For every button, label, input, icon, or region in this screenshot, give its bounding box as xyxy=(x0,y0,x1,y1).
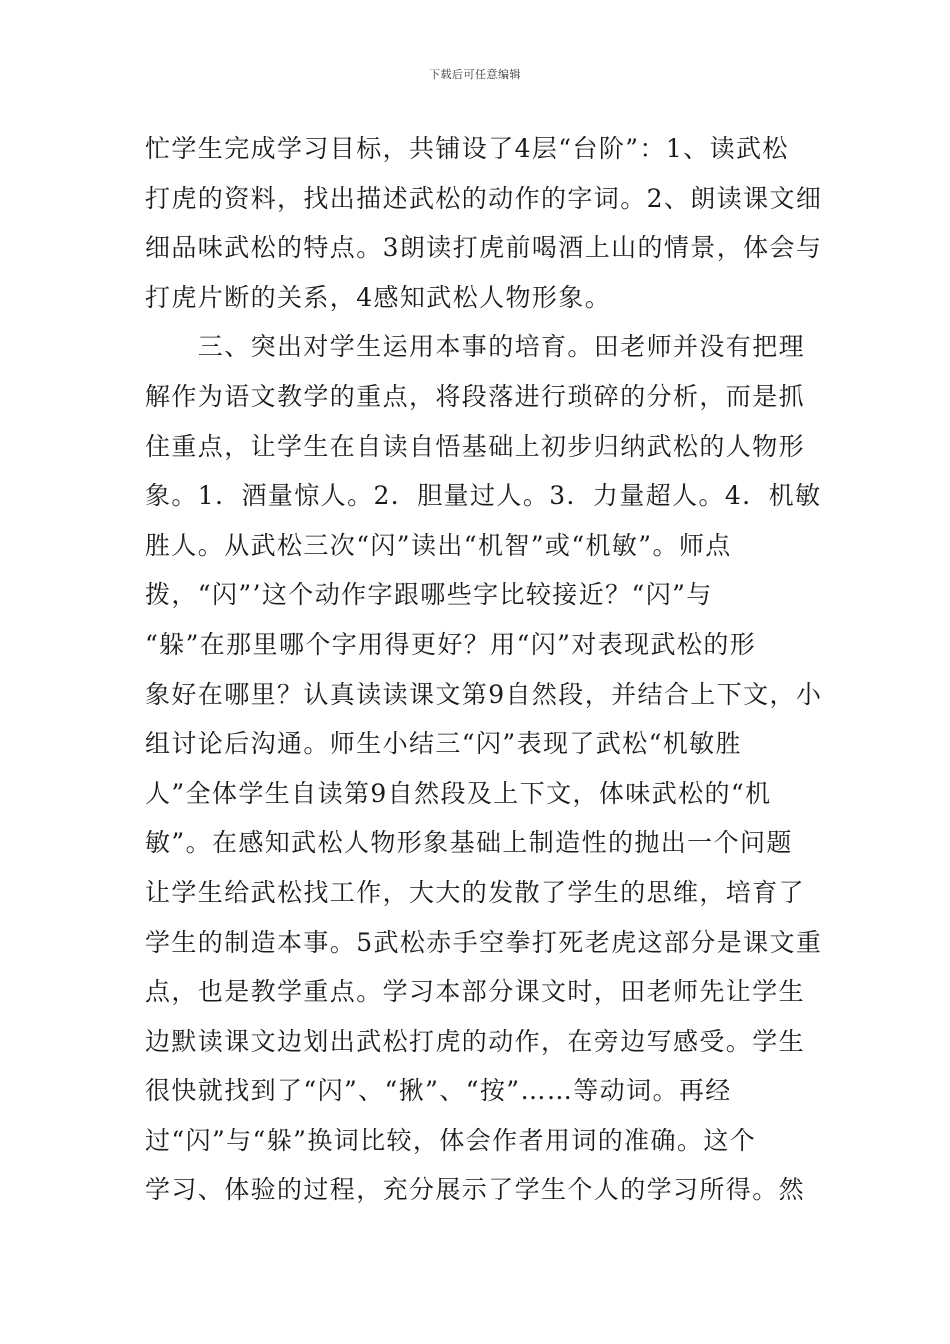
text-line: 学习、体验的过程，充分展示了学生个人的学习所得。然 xyxy=(145,1175,806,1205)
text-line: 敏”。在感知武松人物形象基础上制造性的抛出一个问题 xyxy=(145,828,793,858)
text-line: 象好在哪里？认真读读课文第9自然段，并结合上下文，小 xyxy=(145,679,823,709)
text-line: 打虎的资料，找出描述武松的动作的字词。2、朗读课文细 xyxy=(145,183,823,213)
text-line: 住重点，让学生在自读自悟基础上初步归纳武松的人物形 xyxy=(145,431,806,461)
text-line: 人”全体学生自读第9自然段及上下文，体味武松的“机 xyxy=(145,778,772,808)
text-line: 细品味武松的特点。3朗读打虎前喝酒上山的情景，体会与 xyxy=(145,233,823,263)
text-line: “躲”在那里哪个字用得更好？用“闪”对表现武松的形 xyxy=(145,629,757,659)
text-line: 点，也是教学重点。学习本部分课文时，田老师先让学生 xyxy=(145,977,806,1007)
text-line: 解作为语文教学的重点，将段落进行琐碎的分析，而是抓 xyxy=(145,381,806,411)
document-body xyxy=(145,124,823,1215)
text-line: 让学生给武松找工作，大大的发散了学生的思维，培育了 xyxy=(145,877,806,907)
text-line: 拨，“闪”’这个动作字跟哪些字比较接近？“闪”与 xyxy=(145,580,713,610)
text-line: 很快就找到了“闪”、“揪”、“按”……等动词。再经 xyxy=(145,1076,732,1106)
text-line: 三、突出对学生运用本事的培育。田老师并没有把理 xyxy=(145,332,806,362)
text-line: 学生的制造本事。5武松赤手空拳打死老虎这部分是课文重 xyxy=(145,927,823,957)
text-line: 组讨论后沟通。师生小结三“闪”表现了武松“机敏胜 xyxy=(145,729,742,759)
text-line: 忙学生完成学习目标，共铺设了4层“台阶”：1、读武松 xyxy=(145,134,789,163)
text-line: 过“闪”与“躲”换词比较，体会作者用词的准确。这个 xyxy=(145,1125,757,1155)
text-line: 胜人。从武松三次“闪”读出“机智”或“机敏”。师点 xyxy=(145,530,732,560)
text-line: 打虎片断的关系，4感知武松人物形象。 xyxy=(145,282,612,312)
page-header: 下载后可任意编辑 xyxy=(429,68,521,81)
text-line: 象。1．酒量惊人。2．胆量过人。3．力量超人。4．机敏 xyxy=(145,481,822,511)
text-line: 边默读课文边划出武松打虎的动作，在旁边写感受。学生 xyxy=(145,1026,806,1056)
